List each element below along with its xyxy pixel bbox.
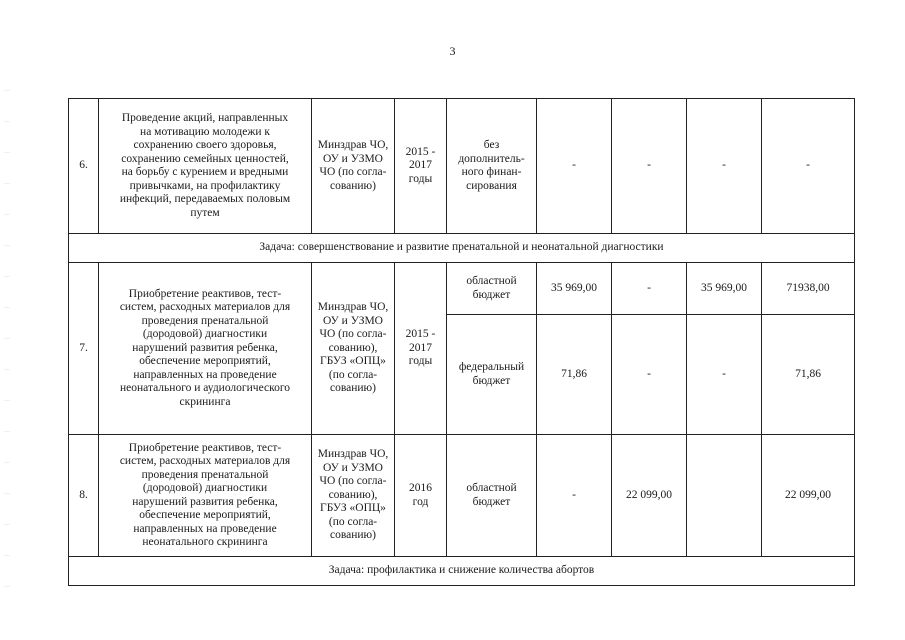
- activity-description: Приобретение реактивов, тест- систем, расходных материалов для проведения пренатальной (дородовой) диагностики нарушений развития ребенка, обеспечение мероприятий, направленных на проведение неонатального скрининга: [99, 435, 312, 557]
- task-row: [69, 234, 855, 263]
- funding-source-cell: областной бюджет: [447, 263, 537, 315]
- task-heading: Задача: совершенствование и развитие пренатальной и неонатальной диагностики: [69, 234, 855, 263]
- amount-cell: -: [687, 315, 762, 435]
- total-cell: 71938,00: [762, 263, 855, 315]
- total-cell: 22 099,00: [762, 435, 855, 557]
- total-cell: 71,86: [762, 315, 855, 435]
- amount-cell: -: [537, 435, 612, 557]
- table-row-7a: [69, 263, 855, 315]
- task-heading: Задача: профилактика и снижение количества абортов: [69, 557, 855, 586]
- row-number: 7.: [69, 263, 99, 435]
- amount-cell: -: [687, 99, 762, 234]
- amount-cell: -: [612, 99, 687, 234]
- amount-cell: -: [537, 99, 612, 234]
- period-cell: 2015 - 2017 годы: [395, 263, 447, 435]
- table-row-6: [69, 99, 855, 234]
- funding-source-cell: областной бюджет: [447, 435, 537, 557]
- period-cell: 2015 - 2017 годы: [395, 99, 447, 234]
- executor-cell: Минздрав ЧО, ОУ и УЗМО ЧО (по согла- сованию): [312, 99, 395, 234]
- row-number: 8.: [69, 435, 99, 557]
- row-number: 6.: [69, 99, 99, 234]
- executor-cell: Минздрав ЧО, ОУ и УЗМО ЧО (по согла- сованию), ГБУЗ «ОПЦ» (по согла- сованию): [312, 263, 395, 435]
- amount-cell: 71,86: [537, 315, 612, 435]
- amount-cell: -: [612, 263, 687, 315]
- scan-edge-noise: [4, 60, 10, 600]
- activity-description: Проведение акций, направленных на мотивацию молодежи к сохранению своего здоровья, сохранению семейных ценностей, на борьбу с курением и вредными привычками, на профилактику инфекций, передаваемых половым путем: [99, 99, 312, 234]
- funding-source-cell: без дополнитель- ного финан- сирования: [447, 99, 537, 234]
- activity-description: Приобретение реактивов, тест- систем, расходных материалов для проведения пренатальной (дородовой) диагностики нарушений развития ребенка, обеспечение мероприятий, направленных на проведение неонатального и аудиологического скрининга: [99, 263, 312, 435]
- amount-cell: 22 099,00: [612, 435, 687, 557]
- table-row-8: [69, 435, 855, 557]
- amount-cell: 35 969,00: [687, 263, 762, 315]
- period-cell: 2016 год: [395, 435, 447, 557]
- amount-cell: 35 969,00: [537, 263, 612, 315]
- total-cell: -: [762, 99, 855, 234]
- executor-cell: Минздрав ЧО, ОУ и УЗМО ЧО (по согла- сованию), ГБУЗ «ОПЦ» (по согла- сованию): [312, 435, 395, 557]
- amount-cell: [687, 435, 762, 557]
- program-table: [68, 98, 855, 586]
- amount-cell: -: [612, 315, 687, 435]
- task-row: [69, 557, 855, 586]
- funding-source-cell: федеральный бюджет: [447, 315, 537, 435]
- page-number: 3: [449, 44, 456, 58]
